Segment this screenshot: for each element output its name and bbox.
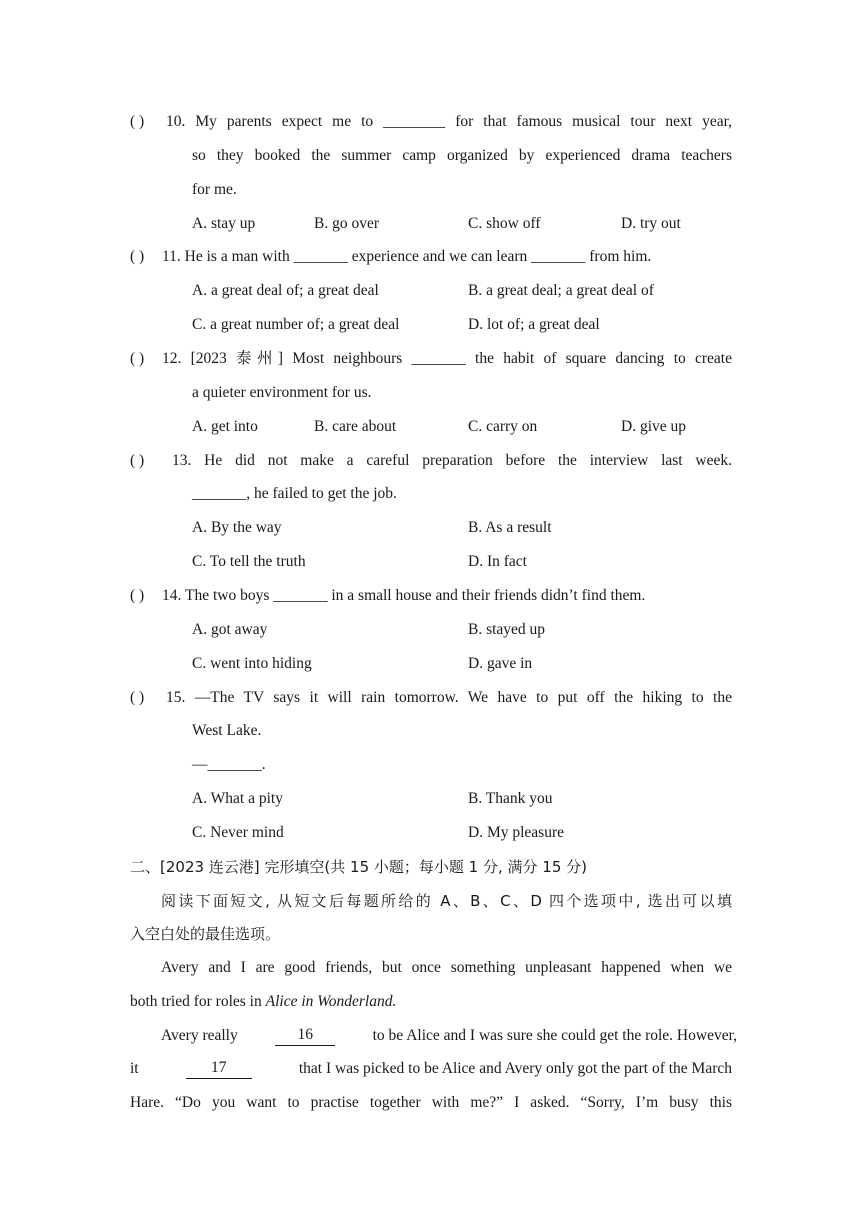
- answer-paren: ( ): [130, 587, 145, 604]
- passage-text: to be Alice and I was sure she could get the role. However,: [372, 1027, 737, 1044]
- option-d: D. gave in: [468, 655, 533, 672]
- question-text: 12. [2023 泰州] Most neighbours _______ the habit of square dancing to create: [162, 350, 732, 367]
- option-b: B. stayed up: [468, 621, 546, 638]
- option-c: C. a great number of; a great deal: [192, 316, 400, 333]
- answer-paren: ( ): [130, 248, 145, 265]
- option-d: D. try out: [621, 215, 681, 232]
- option-b: B. a great deal; a great deal of: [468, 282, 654, 299]
- option-c: C. went into hiding: [192, 655, 312, 672]
- passage-line: Hare. “Do you want to practise together with me?” I asked. “Sorry, I’m busy this: [130, 1094, 732, 1111]
- passage-text: that I was picked to be Alice and Avery only got the part of the March: [298, 1060, 732, 1077]
- option-d: D. My pleasure: [468, 824, 564, 841]
- question-text: 13. He did not make a careful preparation before the interview last week.: [172, 452, 732, 469]
- question-text: West Lake.: [192, 722, 262, 739]
- passage-book-title: Alice in Wonderland.: [265, 993, 397, 1010]
- option-d: D. In fact: [468, 553, 527, 570]
- option-b: B. go over: [314, 215, 380, 232]
- option-c: C. Never mind: [192, 824, 284, 841]
- option-a: A. got away: [192, 621, 268, 638]
- option-a: A. stay up: [192, 215, 256, 232]
- answer-paren: ( ): [130, 689, 145, 706]
- passage-line: [130, 1059, 732, 1079]
- question-text: 11. He is a man with _______ experience and we can learn _______ from him.: [162, 248, 652, 265]
- blank-17[interactable]: 17: [186, 1059, 252, 1079]
- section-instruction: 阅读下面短文, 从短文后每题所给的 A、B、C、D 四个选项中, 选出可以填: [161, 892, 732, 910]
- blank-16[interactable]: 16: [275, 1026, 335, 1046]
- answer-paren: ( ): [130, 113, 145, 130]
- passage-line: Avery and I are good friends, but once something unpleasant happened when we: [161, 959, 732, 976]
- option-c: C. show off: [468, 215, 541, 232]
- option-a: A. a great deal of; a great deal: [192, 282, 379, 299]
- option-a: A. get into: [192, 418, 258, 435]
- answer-paren: ( ): [130, 350, 145, 367]
- question-text: —_______.: [192, 756, 266, 773]
- section-heading: 二、[2023 连云港] 完形填空(共 15 小题；每小题 1 分, 满分 15 分): [130, 858, 587, 876]
- passage-line: [130, 992, 396, 1012]
- passage-line: [161, 1026, 737, 1046]
- passage-text: it: [130, 1060, 139, 1077]
- question-text: 15. —The TV says it will rain tomorrow. We have to put off the hiking to the: [166, 689, 732, 706]
- section-instruction: 入空白处的最佳选项。: [130, 925, 281, 943]
- option-c: C. carry on: [468, 418, 538, 435]
- option-c: C. To tell the truth: [192, 553, 306, 570]
- option-a: A. What a pity: [192, 790, 283, 807]
- option-d: D. lot of; a great deal: [468, 316, 600, 333]
- option-b: B. As a result: [468, 519, 552, 536]
- answer-paren: ( ): [130, 452, 145, 469]
- passage-text: Avery really: [161, 1027, 238, 1044]
- question-text: _______, he failed to get the job.: [192, 485, 397, 502]
- option-a: A. By the way: [192, 519, 282, 536]
- question-text: a quieter environment for us.: [192, 384, 372, 401]
- option-b: B. Thank you: [468, 790, 553, 807]
- question-text: 14. The two boys _______ in a small house and their friends didn’t find them.: [162, 587, 646, 604]
- option-b: B. care about: [314, 418, 397, 435]
- question-text: for me.: [192, 181, 237, 198]
- question-text: so they booked the summer camp organized by experienced drama teachers: [192, 147, 732, 164]
- question-text: 10. My parents expect me to ________ for that famous musical tour next year,: [166, 113, 732, 130]
- option-d: D. give up: [621, 418, 687, 435]
- passage-text: both tried for roles in: [130, 993, 266, 1010]
